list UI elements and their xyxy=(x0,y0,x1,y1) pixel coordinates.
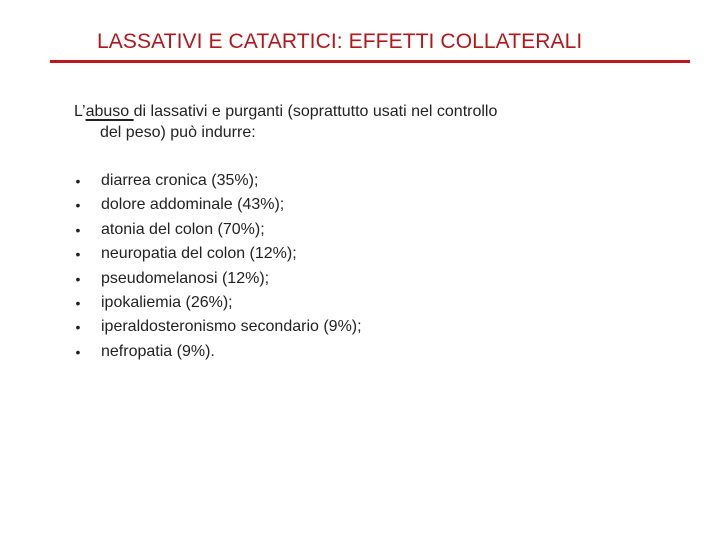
bullet-icon: • xyxy=(75,319,81,336)
list-item-text: diarrea cronica (35%); xyxy=(101,172,259,189)
intro-line-2: del peso) può indurre: xyxy=(100,124,256,141)
intro-rest: di lassativi e purganti (soprattutto usati nel controllo xyxy=(133,103,498,120)
list-item-text: nefropatia (9%). xyxy=(101,342,215,360)
title-divider xyxy=(50,60,690,63)
bullet-icon: • xyxy=(75,294,81,311)
bullet-icon: • xyxy=(75,246,81,263)
list-item-text: pseudomelanosi (12%); xyxy=(101,269,270,287)
bullet-icon: • xyxy=(75,343,81,360)
bullet-icon: • xyxy=(75,221,81,238)
list-item-text: iperaldosteronismo secondario (9%); xyxy=(101,318,362,336)
intro-prefix: L’ xyxy=(74,103,86,120)
slide-title: LASSATIVI E CATARTICI: EFFETTI COLLATERALI xyxy=(97,30,583,53)
list-item-text: dolore addominale (43%); xyxy=(101,196,285,214)
list-item-text: atonia del colon (70%); xyxy=(101,220,265,238)
bullet-icon: • xyxy=(75,197,81,214)
bullet-icon: • xyxy=(75,173,81,189)
bullet-icon: • xyxy=(75,270,81,287)
list-item-text: ipokaliemia (26%); xyxy=(101,293,233,311)
list-item-text: neuropatia del colon (12%); xyxy=(101,245,297,263)
intro-underlined-word: abuso xyxy=(85,103,134,120)
intro-paragraph xyxy=(74,101,634,143)
